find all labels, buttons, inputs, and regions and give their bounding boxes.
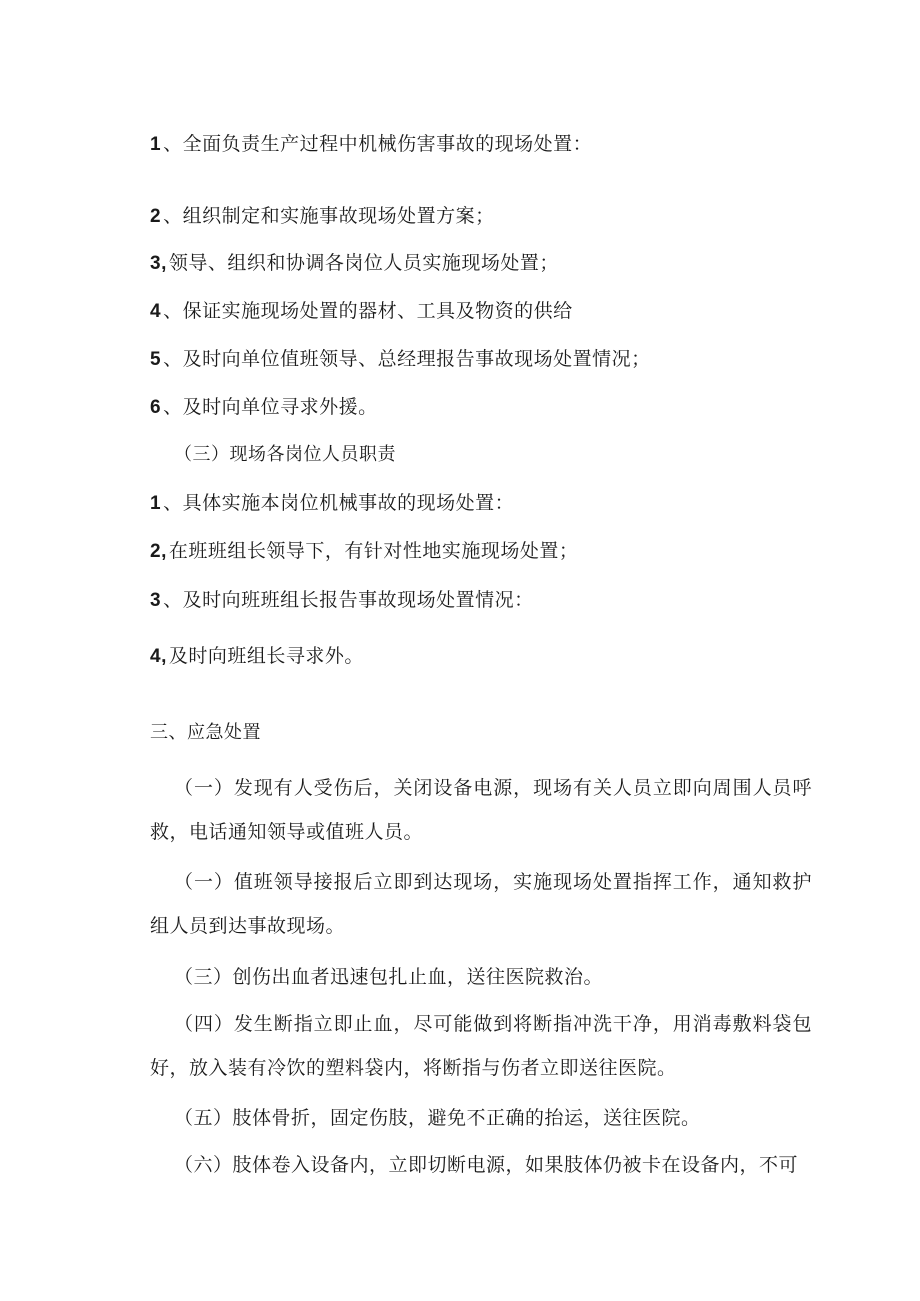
staff-text: 及时向班班组长报告事故现场处置情况： — [182, 589, 534, 611]
staff-number: 4, — [150, 646, 167, 667]
staff-item-3 — [150, 587, 534, 614]
emergency-paragraph-4: （四）发生断指立即止血，尽可能做到将断指冲洗干净，用消毒敷料袋包好，放入装有冷饮的塑料袋内，将断指与伤者立即送往医院。 — [150, 1013, 812, 1079]
duty-separator: 、 — [163, 300, 183, 322]
duty-number: 3, — [150, 253, 167, 274]
duty-item-6 — [150, 394, 378, 421]
staff-number: 1 — [150, 493, 162, 514]
duty-separator: 、 — [163, 348, 183, 370]
emergency-paragraph-5: （五）肢体骨折，固定伤肢，避免不正确的抬运，送往医院。 — [174, 1107, 701, 1129]
duty-separator: 、 — [163, 396, 183, 418]
staff-text: 在班班组长领导下，有针对性地实施现场处置； — [168, 540, 579, 562]
duty-number: 2 — [150, 206, 162, 227]
staff-separator: 、 — [163, 492, 183, 514]
duty-number: 5 — [150, 349, 162, 370]
staff-number: 2, — [150, 541, 167, 562]
staff-duties-heading: （三）现场各岗位人员职责 — [174, 444, 396, 465]
duty-item-3 — [150, 250, 559, 277]
duty-item-4 — [150, 298, 573, 325]
duty-text: 保证实施现场处置的器材、工具及物资的供给 — [182, 300, 573, 322]
emergency-heading: 三、应急处置 — [150, 722, 261, 743]
emergency-paragraph-3: （三）创伤出血者迅速包扎止血，送往医院救治。 — [174, 966, 604, 988]
duty-separator: 、 — [163, 205, 183, 227]
duty-text: 领导、组织和协调各岗位人员实施现场处置； — [168, 252, 559, 274]
duty-item-2 — [150, 203, 495, 230]
staff-item-1 — [150, 490, 514, 517]
duty-text: 及时向单位值班领导、总经理报告事故现场处置情况； — [182, 348, 651, 370]
staff-item-4 — [150, 643, 364, 670]
duty-item-1 — [150, 131, 592, 158]
duty-text: 及时向单位寻求外援。 — [182, 396, 378, 418]
staff-number: 3 — [150, 590, 162, 611]
duty-number: 4 — [150, 301, 162, 322]
staff-text: 及时向班组长寻求外。 — [168, 645, 364, 667]
emergency-paragraph-6: （六）肢体卷入设备内，立即切断电源，如果肢体仍被卡在设备内，不可 — [174, 1154, 799, 1176]
emergency-paragraph-1: （一）发现有人受伤后，关闭设备电源，现场有关人员立即向周围人员呼救，电话通知领导或值班人员。 — [150, 777, 812, 843]
duty-text: 组织制定和实施事故现场处置方案； — [182, 205, 495, 227]
duty-item-5 — [150, 346, 651, 373]
staff-text: 具体实施本岗位机械事故的现场处置： — [182, 492, 515, 514]
staff-separator: 、 — [163, 589, 183, 611]
duty-separator: 、 — [163, 133, 183, 155]
duty-number: 6 — [150, 397, 162, 418]
staff-item-2 — [150, 538, 578, 565]
duty-number: 1 — [150, 134, 162, 155]
emergency-paragraph-2: （一）值班领导接报后立即到达现场，实施现场处置指挥工作，通知救护组人员到达事故现场。 — [150, 871, 812, 937]
duty-text: 全面负责生产过程中机械伤害事故的现场处置： — [182, 133, 593, 155]
